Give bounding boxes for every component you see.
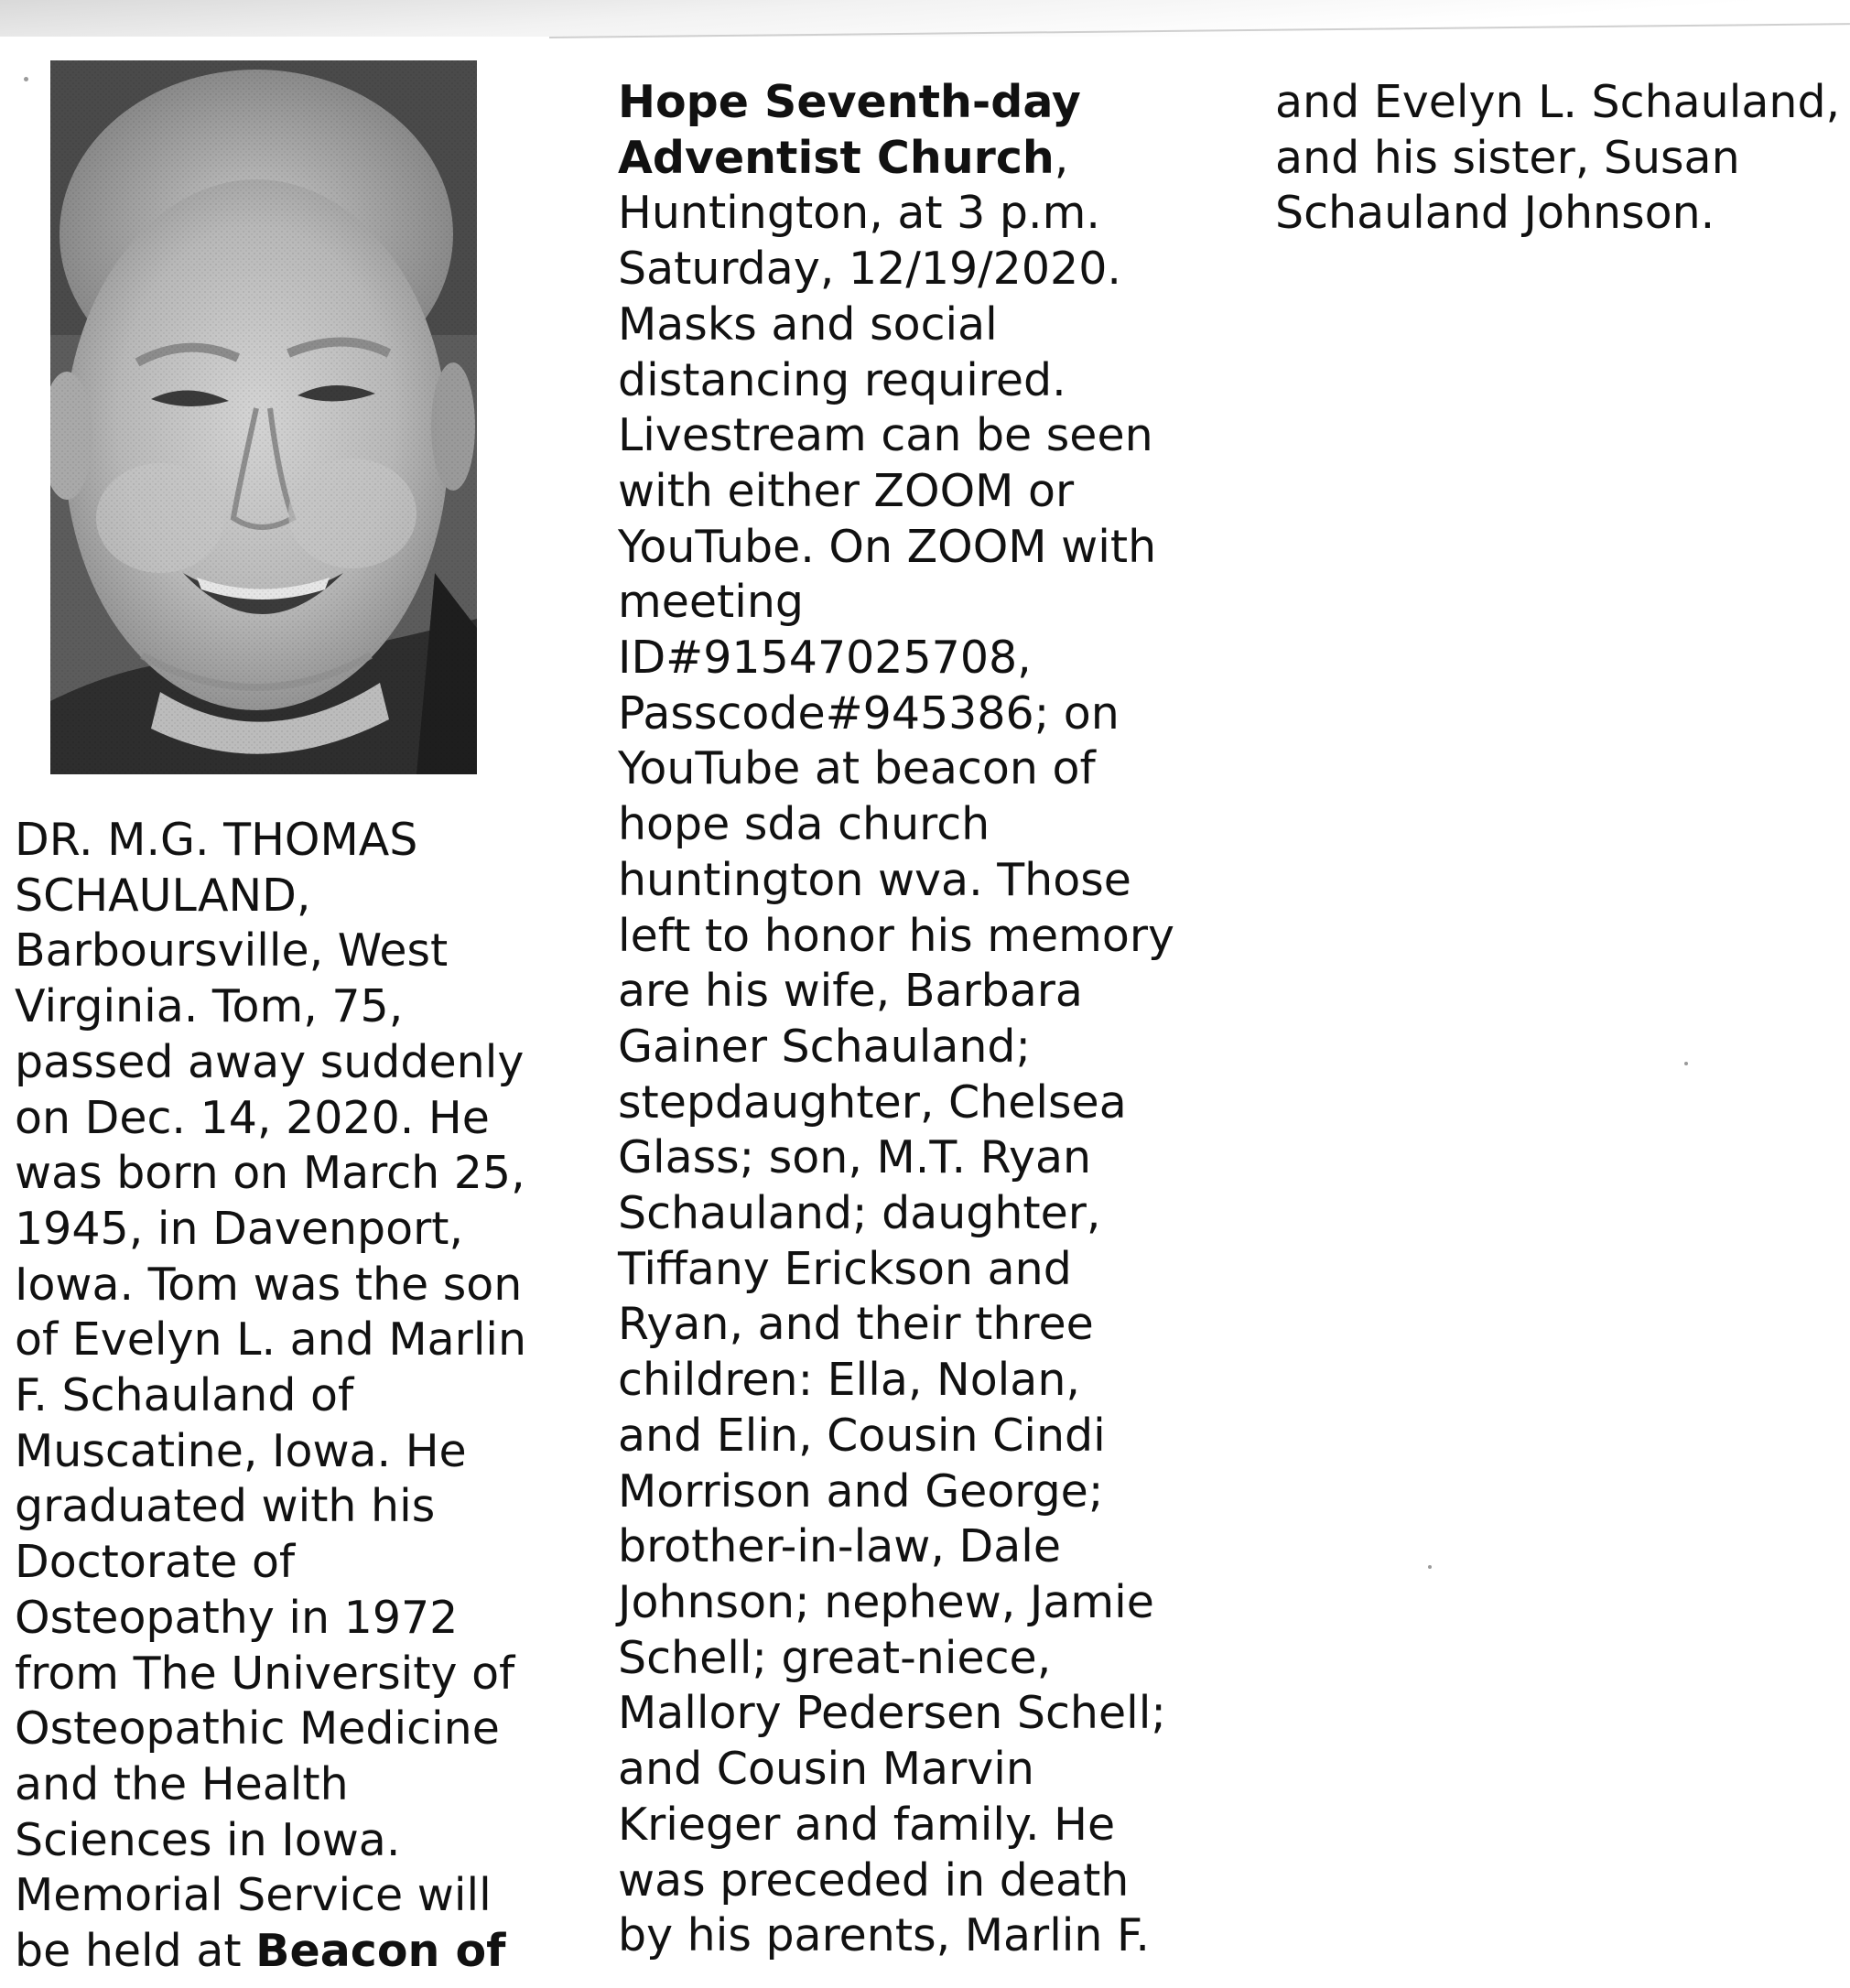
text-line: Memorial Service will	[15, 1869, 492, 1922]
text-line: Sciences in Iowa.	[15, 1813, 401, 1866]
punctuation: ,	[1054, 131, 1069, 184]
text-line: Osteopathy in 1972	[15, 1591, 459, 1644]
text-line: on Dec. 14, 2020. He	[15, 1091, 490, 1144]
portrait-photo-drawing	[50, 60, 477, 774]
text-line: YouTube at beacon of	[618, 742, 1096, 795]
scan-speck	[1428, 1565, 1432, 1569]
text-line: Gainer Schauland;	[618, 1020, 1032, 1073]
text-line: was born on March 25,	[15, 1147, 525, 1200]
text-line: was preceded in death	[618, 1853, 1130, 1907]
text-line: Huntington, at 3 p.m.	[618, 187, 1100, 240]
church-name-line	[618, 75, 1174, 131]
church-name-bold: Hope Seventh-day	[618, 76, 1081, 128]
text-line: F. Schauland of	[15, 1369, 354, 1422]
text-line: are his wife, Barbara	[618, 965, 1083, 1018]
text-line: by his parents, Marlin F.	[618, 1909, 1150, 1962]
text-line: hope sda church	[618, 798, 990, 851]
text-line: Krieger and family. He	[618, 1798, 1116, 1851]
text-line: Passcode#945386; on	[618, 686, 1120, 740]
text-line: and Cousin Marvin	[618, 1743, 1034, 1796]
text-line: distancing required.	[618, 353, 1066, 406]
text-line: meeting	[618, 576, 805, 629]
church-name-bold: Adventist Church	[618, 131, 1055, 184]
text-line: YouTube. On ZOOM with	[618, 520, 1157, 573]
text-line: with either ZOOM or	[618, 464, 1075, 517]
portrait-photo	[50, 60, 477, 774]
text-line: Tiffany Erickson and	[618, 1242, 1072, 1295]
text-line: passed away suddenly	[15, 1035, 525, 1088]
text-line: Masks and social	[618, 297, 998, 351]
text-line: and the Health	[15, 1757, 349, 1810]
scan-speck	[1684, 1062, 1688, 1065]
text-line: Barboursville, West	[15, 924, 449, 978]
text-line: Osteopathic Medicine	[15, 1702, 500, 1756]
text-line: graduated with his	[15, 1480, 436, 1533]
obituary-column-1	[15, 813, 526, 1980]
text-line: Iowa. Tom was the son	[15, 1258, 523, 1311]
text-line: and Evelyn L. Schauland,	[1275, 76, 1841, 128]
text-line: Schell; great-niece,	[618, 1631, 1052, 1684]
text-line-with-bold	[15, 1924, 526, 1980]
text-line: ID#91547025708,	[618, 632, 1032, 685]
church-name-line	[618, 131, 1174, 187]
text-line-start: be held at	[15, 1925, 256, 1978]
obituary-column-2	[618, 75, 1174, 1964]
text-line: Muscatine, Iowa. He	[15, 1424, 467, 1477]
text-line: from The University of	[15, 1647, 515, 1700]
text-line: and Elin, Cousin Cindi	[618, 1409, 1106, 1462]
text-line: Schauland Johnson.	[1275, 187, 1715, 240]
text-line: Morrison and George;	[618, 1464, 1104, 1518]
text-line: Johnson; nephew, Jamie	[618, 1575, 1154, 1628]
text-line: Saturday, 12/19/2020.	[618, 243, 1121, 296]
text-line: Livestream can be seen	[618, 409, 1153, 462]
church-name-bold: Beacon of	[255, 1925, 506, 1978]
text-line: stepdaughter, Chelsea	[618, 1075, 1127, 1129]
text-line: of Evelyn L. and Marlin	[15, 1313, 527, 1367]
text-line: 1945, in Davenport,	[15, 1202, 464, 1255]
text-line: DR. M.G. THOMAS	[15, 814, 418, 866]
text-line: left to honor his memory	[618, 909, 1175, 962]
text-line: SCHAULAND,	[15, 869, 311, 922]
text-line: Ryan, and their three	[618, 1298, 1094, 1351]
text-line: Glass; son, M.T. Ryan	[618, 1131, 1092, 1184]
text-line: Virginia. Tom, 75,	[15, 980, 404, 1033]
text-line: Doctorate of	[15, 1536, 296, 1589]
text-line: Mallory Pedersen Schell;	[618, 1687, 1166, 1740]
text-line: children: Ella, Nolan,	[618, 1354, 1080, 1407]
scan-speck	[24, 77, 28, 81]
text-line: and his sister, Susan	[1275, 131, 1740, 184]
text-line: huntington wva. Those	[618, 853, 1131, 906]
obituary-column-3	[1275, 75, 1840, 242]
scan-shadow-edge	[0, 0, 1850, 37]
text-line: brother-in-law, Dale	[618, 1520, 1061, 1573]
text-line: Schauland; daughter,	[618, 1187, 1101, 1240]
